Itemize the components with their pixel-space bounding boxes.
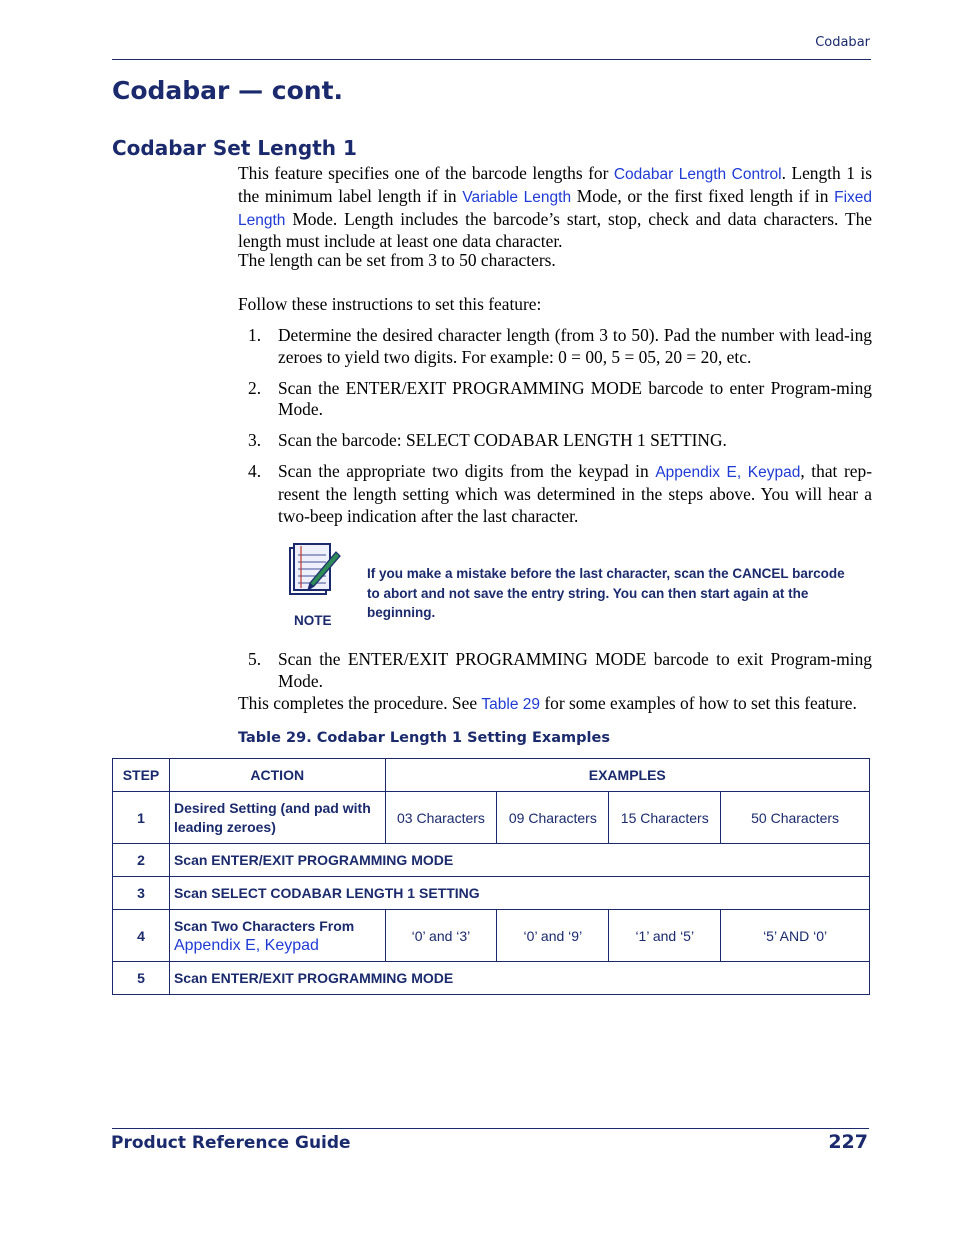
cell-action: Scan SELECT CODABAR LENGTH 1 SETTING: [169, 877, 869, 910]
table-row: [113, 792, 870, 844]
header-rule: [112, 59, 871, 60]
conclusion-text-b: for some examples of how to set this feature.: [540, 693, 857, 713]
note-text: If you make a mistake before the last character, scan the CANCEL barcode to abort and not save the entry string. You can then start again at the beginning.: [367, 566, 845, 620]
table-row: [113, 910, 870, 962]
step-text-b: , that rep-resent the length setting which was determined in the steps above. You will hear a two-beep indication after the last character.: [278, 460, 872, 526]
footer-rule: [112, 1128, 869, 1129]
intro-text-c: Mode, or the first fixed length if in: [571, 185, 835, 206]
step-text: Scan the ENTER/EXIT PROGRAMMING MODE barcode to enter Program-ming Mode.: [278, 377, 872, 420]
cell-action-text: Scan Two Characters From: [173, 917, 355, 934]
link-appendix-e-keypad-table[interactable]: Appendix E, Keypad: [173, 936, 319, 954]
table-row: [113, 844, 870, 877]
running-head: Codabar: [815, 35, 870, 50]
table-header-row: [113, 759, 870, 792]
step-number: 2.: [248, 377, 262, 398]
cell-action: Desired Setting (and pad with leading zeroes): [169, 792, 385, 844]
link-table-29[interactable]: Table 29: [481, 696, 540, 713]
link-fixed-length[interactable]: Fixed Length: [238, 188, 873, 229]
cell-step: 2: [113, 844, 170, 877]
step-text: Scan the ENTER/EXIT PROGRAMMING MODE barcode to exit Program-ming Mode.: [278, 649, 872, 691]
intro-text-a: This feature specifies one of the barcode lengths for: [238, 163, 614, 183]
cell-action: Scan ENTER/EXIT PROGRAMMING MODE: [169, 844, 869, 877]
list-item: [248, 430, 872, 452]
cell-example: ‘1’ and ‘5’: [609, 910, 721, 962]
intro-text-b: . Length 1 is the minimum label length if in: [238, 163, 872, 206]
step-number: 1.: [248, 325, 262, 345]
cell-example: ‘0’ and ‘9’: [497, 910, 609, 962]
footer-title: Product Reference Guide: [111, 1133, 351, 1153]
cell-example: ‘5’ AND ‘0’: [721, 910, 870, 962]
section-title: Codabar Set Length 1: [112, 136, 357, 160]
notepad-pen-icon: [284, 538, 342, 600]
cell-example: 09 Characters: [497, 792, 609, 844]
list-item: [248, 378, 872, 422]
intro-text-d: Mode. Length includes the barcode’s start, stop, check and data characters. The length must include at least one data character.: [238, 208, 872, 252]
cell-example: ‘0’ and ‘3’: [385, 910, 497, 962]
page-number: 227: [828, 1131, 868, 1153]
header-examples: EXAMPLES: [385, 759, 869, 792]
page-title: Codabar — cont.: [112, 76, 344, 105]
cell-example: 15 Characters: [609, 792, 721, 844]
step-text-a: Scan the appropriate two digits from the keypad in: [278, 460, 656, 481]
conclusion-text-a: This completes the procedure. See: [238, 693, 482, 713]
list-item: [248, 461, 872, 527]
step-number: 5.: [248, 649, 262, 669]
step-text: Determine the desired character length (from 3 to 50). Pad the number with lead-ing zeroes to yield two digits. For example: 0 = 00, 5 = 05, 20 = 20, etc.: [278, 325, 872, 367]
intro-paragraph: [238, 163, 872, 253]
cell-step: 3: [113, 877, 170, 910]
cell-example: 50 Characters: [721, 792, 870, 844]
note-label: NOTE: [294, 613, 332, 628]
step-text: Scan the barcode: SELECT CODABAR LENGTH 1 SETTING.: [278, 430, 727, 451]
cell-step: 5: [113, 962, 170, 995]
cell-step: 1: [113, 792, 170, 844]
steps-list: [248, 325, 872, 536]
cell-action: [169, 910, 385, 962]
cell-step: 4: [113, 910, 170, 962]
step-number: 4.: [248, 460, 262, 481]
header-step: STEP: [113, 759, 170, 792]
table-row: [113, 962, 870, 995]
list-item: [248, 649, 872, 693]
link-codabar-length-control[interactable]: Codabar Length Control: [613, 166, 782, 183]
table-caption: Table 29. Codabar Length 1 Setting Examples: [238, 730, 610, 746]
step-number: 3.: [248, 430, 262, 451]
conclusion-paragraph: [238, 693, 872, 716]
cell-action: Scan ENTER/EXIT PROGRAMMING MODE: [169, 962, 869, 995]
header-action: ACTION: [169, 759, 385, 792]
link-variable-length[interactable]: Variable Length: [462, 188, 572, 206]
length-range-text: The length can be set from 3 to 50 characters.: [238, 250, 556, 270]
cell-example: 03 Characters: [385, 792, 497, 844]
examples-table: [112, 758, 870, 995]
table-row: [113, 877, 870, 910]
link-appendix-e-keypad[interactable]: Appendix E, Keypad: [655, 463, 801, 481]
instructions-lead: Follow these instructions to set this feature:: [238, 294, 542, 314]
list-item: [248, 325, 872, 369]
